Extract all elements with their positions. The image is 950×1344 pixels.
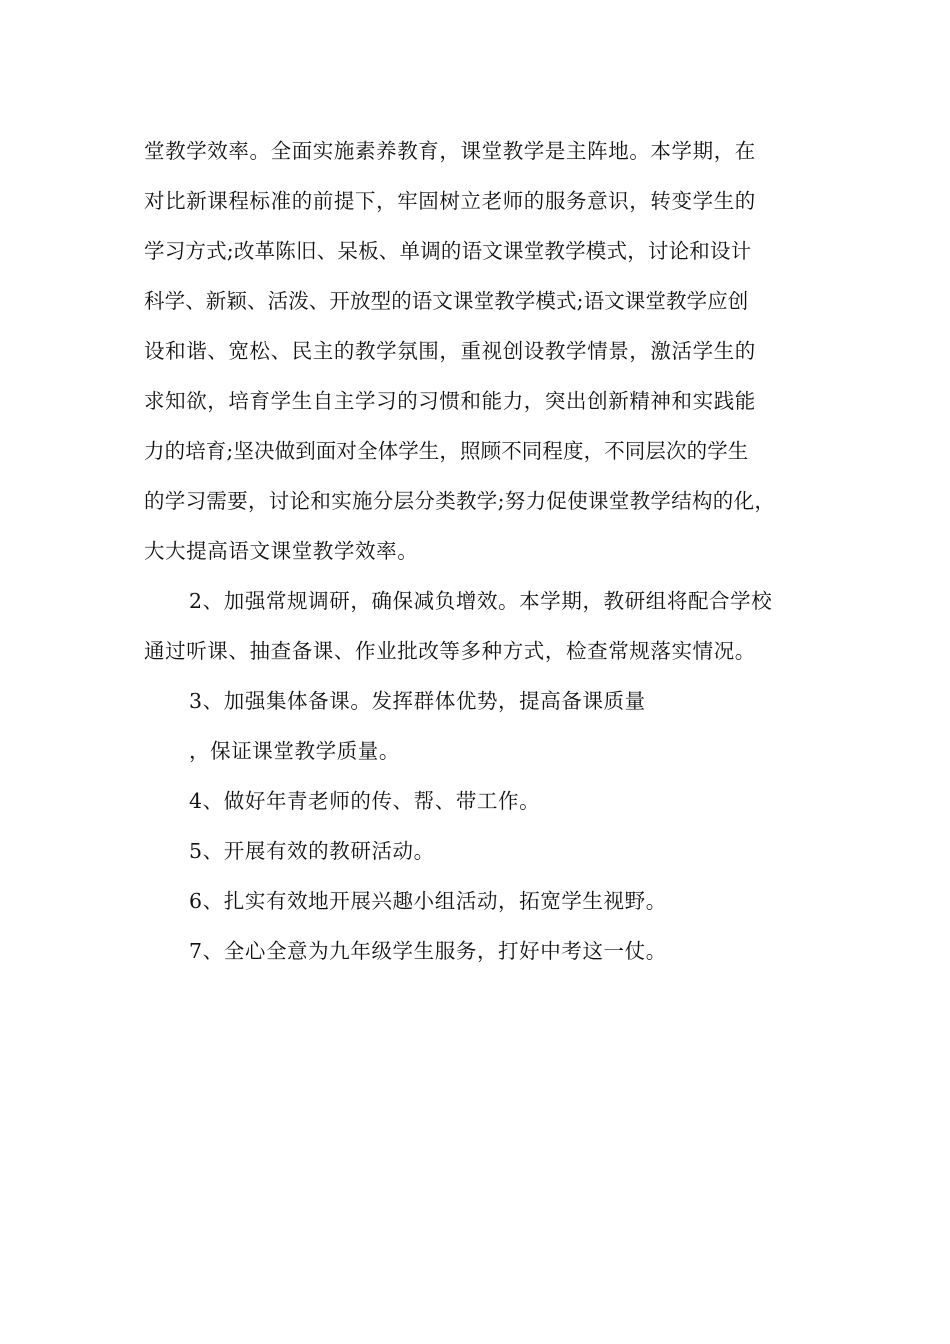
text-line: ，保证课堂教学质量。 (189, 739, 400, 763)
list-item: 5、开展有效的教研活动。 (189, 839, 435, 863)
text-line: 科学、新颖、活泼、开放型的语文课堂教学模式;语文课堂教学应创 (144, 289, 749, 313)
text-line: 的学习需要，讨论和实施分层分类教学;努力促使课堂教学结构的化， (144, 489, 776, 513)
list-item: 6、扎实有效地开展兴趣小组活动，拓宽学生视野。 (189, 889, 667, 913)
text-line: 对比新课程标准的前提下，牢固树立老师的服务意识，转变学生的 (144, 189, 756, 213)
text-line: 设和谐、宽松、民主的教学氛围，重视创设教学情景，激活学生的 (144, 339, 756, 363)
list-item: 7、全心全意为九年级学生服务，打好中考这一仗。 (189, 939, 667, 963)
text-line: 通过听课、抽查备课、作业批改等多种方式，检查常规落实情况。 (144, 639, 756, 663)
text-line: 大大提高语文课堂教学效率。 (144, 539, 419, 563)
text-line: 学习方式;改革陈旧、呆板、单调的语文课堂教学模式，讨论和设计 (144, 239, 752, 263)
text-line: 堂教学效率。全面实施素养教育，课堂教学是主阵地。本学期，在 (144, 139, 756, 163)
list-item: 4、做好年青老师的传、帮、带工作。 (189, 789, 541, 813)
list-item: 3、加强集体备课。发挥群体优势，提高备课质量 (189, 689, 646, 713)
list-item: 2、加强常规调研，确保减负增效。本学期，教研组将配合学校 (189, 589, 773, 613)
text-line: 力的培育;坚决做到面对全体学生，照顾不同程度，不同层次的学生 (144, 439, 749, 463)
text-line: 求知欲，培育学生自主学习的习惯和能力，突出创新精神和实践能 (144, 389, 756, 413)
